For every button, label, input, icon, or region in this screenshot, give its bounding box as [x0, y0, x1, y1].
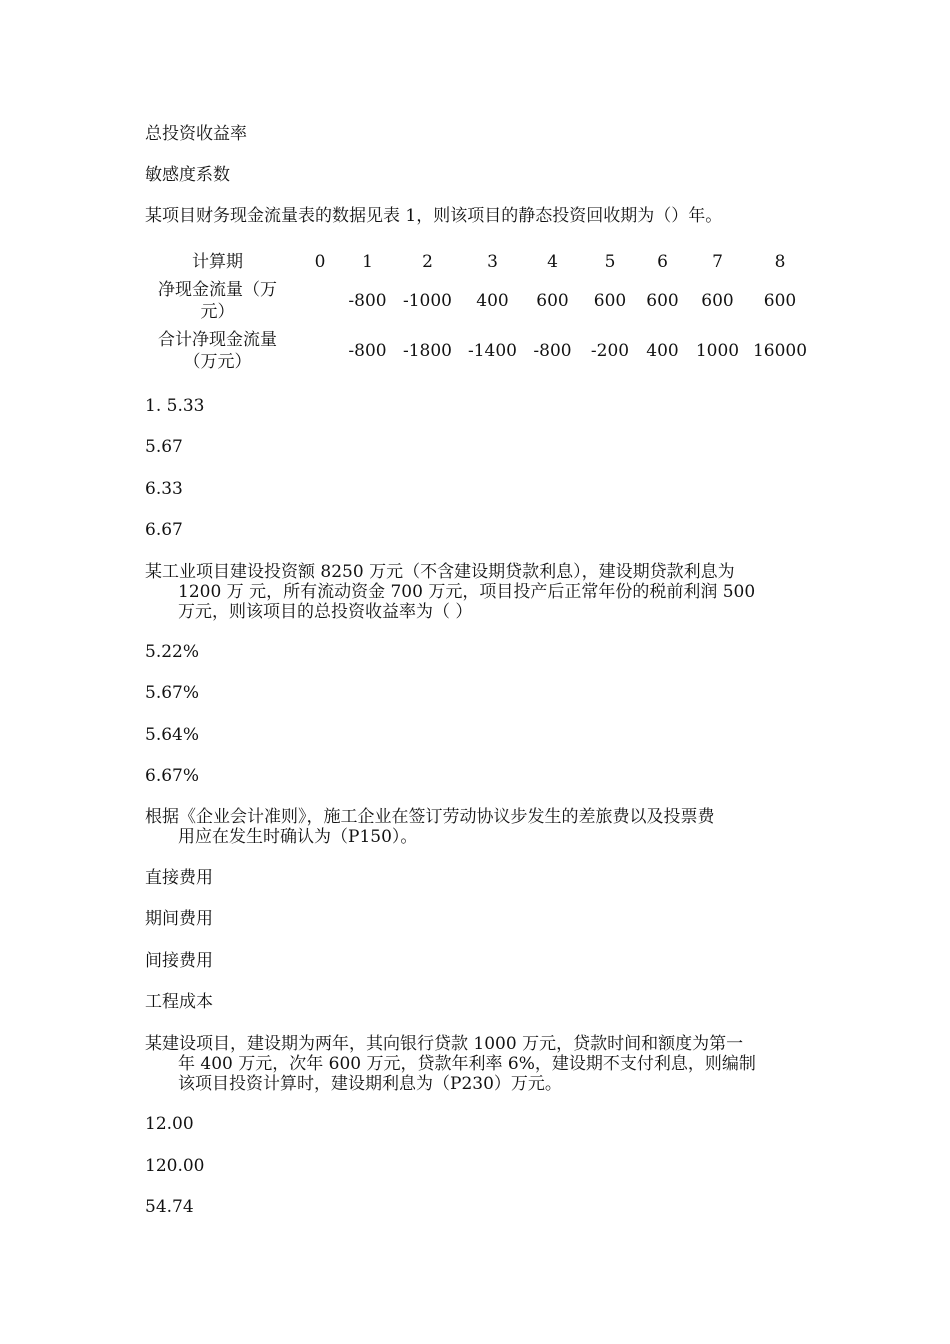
- question-4-option: 54.74: [145, 1197, 194, 1217]
- table-cell: 600: [646, 291, 679, 311]
- table-row: [140, 325, 815, 377]
- table-cell: -800: [348, 291, 387, 311]
- question-1-option: 1. 5.33: [145, 396, 205, 416]
- stem-line: 该项目投资计算时，建设期利息为（P230）万元。: [178, 1074, 562, 1094]
- table-cell: 600: [763, 291, 797, 311]
- row-label-line: 合计净现金流量: [158, 330, 277, 350]
- question-1-option: 6.33: [145, 479, 183, 499]
- table-cell: -1800: [402, 341, 452, 361]
- table-cell: [295, 325, 345, 377]
- table-cell: -1000: [402, 291, 452, 311]
- table-cell: 1000: [695, 341, 740, 361]
- question-3-option: 直接费用: [145, 868, 213, 888]
- row-label-line: 元）: [200, 302, 235, 322]
- stem-line: 年 400 万元，次年 600 万元，贷款年利率 6%，建设期不支付利息，则编制: [178, 1054, 756, 1074]
- row-label-cumulative-cash-flow: [140, 325, 295, 377]
- table-cell: -800: [533, 341, 572, 361]
- table-header-cell: 3: [487, 252, 498, 272]
- table-cell: 600: [701, 291, 734, 311]
- question-3-option: 期间费用: [145, 909, 213, 929]
- stem-line: 万元，则该项目的总投资收益率为（ ）: [178, 602, 473, 622]
- table-header-cell: 2: [422, 252, 433, 272]
- question-4-option: 120.00: [145, 1156, 205, 1176]
- table-cell: [295, 277, 345, 325]
- row-label-net-cash-flow: [140, 277, 295, 325]
- table-cell: -1400: [467, 341, 517, 361]
- question-1-option: 5.67: [145, 437, 183, 457]
- heading-total-investment-return: 总投资收益率: [145, 124, 247, 144]
- row-label-line: （万元）: [183, 352, 252, 372]
- question-2-option: 5.64%: [145, 725, 200, 745]
- question-3-stem: [145, 807, 810, 847]
- table-row: [140, 277, 815, 325]
- table-cell: -800: [348, 341, 387, 361]
- question-1-stem: 某项目财务现金流量表的数据见表 1，则该项目的静态投资回收期为（）年。: [145, 206, 723, 226]
- table-cell: 400: [476, 291, 509, 311]
- question-2-option: 5.67%: [145, 683, 200, 703]
- table-cell: 600: [536, 291, 569, 311]
- table-header-cell: 8: [774, 252, 786, 272]
- stem-line: 某工业项目建设投资额 8250 万元（不含建设期贷款利息），建设期贷款利息为: [145, 562, 735, 582]
- question-4-option: 12.00: [145, 1114, 194, 1134]
- table-header-cell: 计算期: [192, 252, 243, 272]
- question-3-option: 间接费用: [145, 951, 213, 971]
- stem-line: 1200 万 元，所有流动资金 700 万元，项目投产后正常年份的税前利润 500: [178, 582, 756, 602]
- question-4-stem: [145, 1034, 810, 1094]
- table-cell: -200: [590, 341, 630, 361]
- table-header-cell: 0: [314, 252, 326, 272]
- stem-line: 某建设项目，建设期为两年，其向银行贷款 1000 万元，贷款时间和额度为第一: [145, 1034, 744, 1054]
- table-cell: 16000: [752, 341, 808, 361]
- question-1-option: 6.67: [145, 520, 183, 540]
- table-header-cell: 4: [547, 252, 558, 272]
- cash-flow-table: [140, 247, 815, 377]
- stem-line: 根据《企业会计准则》，施工企业在签订劳动协议步发生的差旅费以及投票费: [145, 807, 715, 827]
- stem-line: 用应在发生时确认为（P150）。: [178, 827, 418, 847]
- row-label-line: 净现金流量（万: [158, 280, 277, 300]
- table-header-cell: 1: [362, 252, 373, 272]
- table-header-row: [140, 247, 815, 277]
- table-header-cell: 5: [604, 252, 616, 272]
- question-2-option: 6.67%: [145, 766, 200, 786]
- question-3-option: 工程成本: [145, 992, 213, 1012]
- question-2-option: 5.22%: [145, 642, 200, 662]
- table-cell: 600: [593, 291, 627, 311]
- heading-sensitivity-coefficient: 敏感度系数: [145, 165, 230, 185]
- table-header-cell: 6: [657, 252, 668, 272]
- question-2-stem: [145, 562, 810, 622]
- table-header-cell: 7: [712, 252, 723, 272]
- table-cell: 400: [646, 341, 679, 361]
